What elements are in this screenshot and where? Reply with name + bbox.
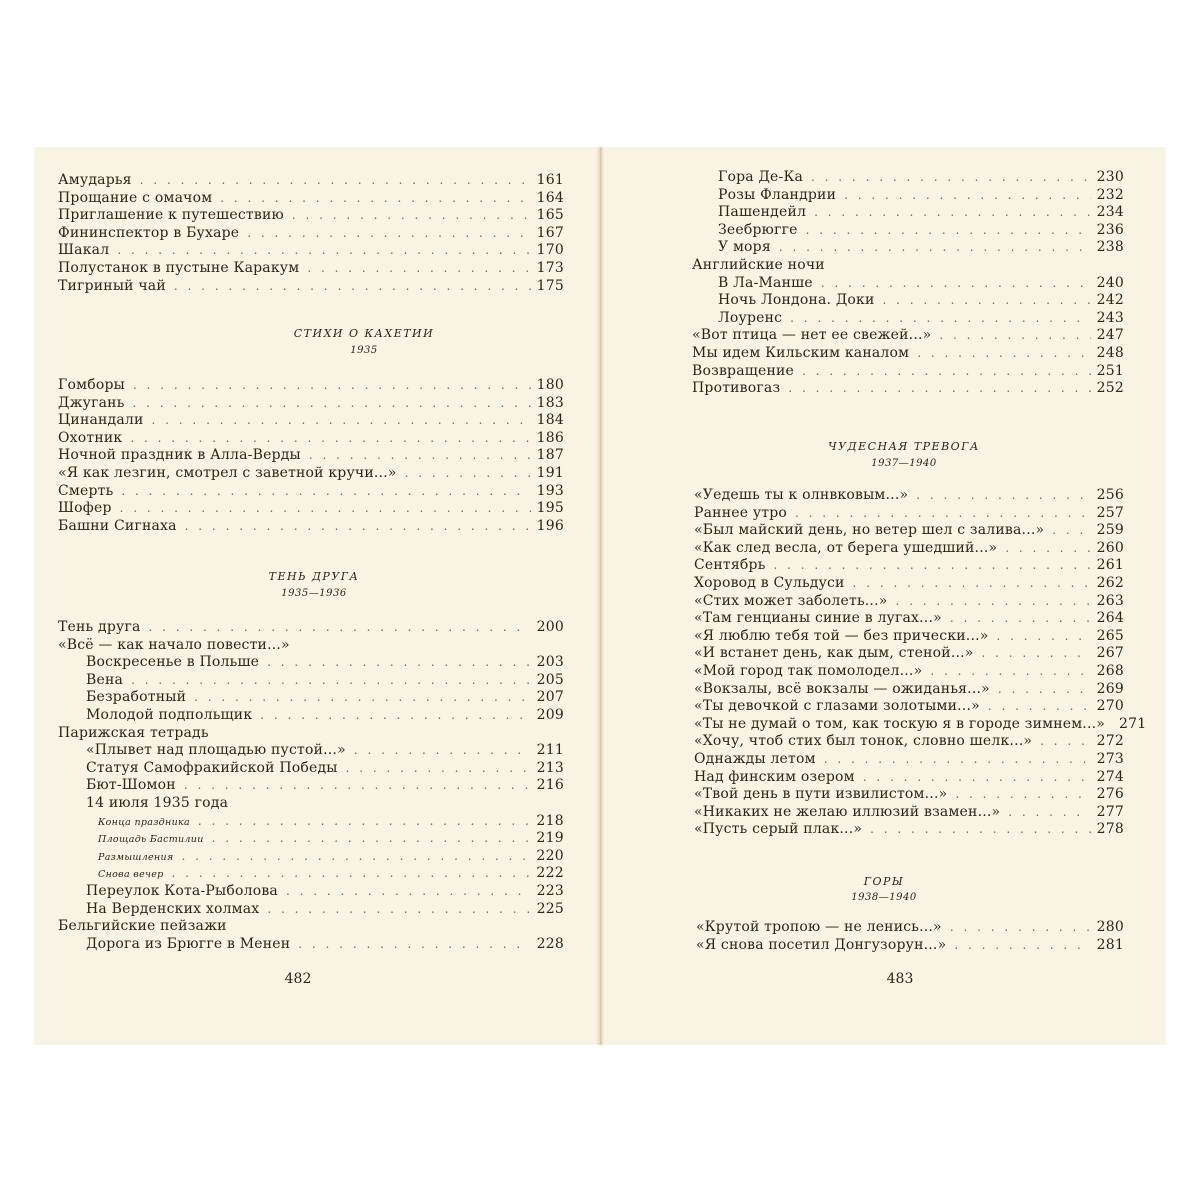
toc-entry-title: Цинандали [58,412,144,429]
toc-entry-title: Ночной праздник в Алла-Верды [58,447,301,464]
dot-leader [814,203,1091,221]
dot-leader [1040,732,1091,750]
toc-entry-title: Сентябрь [694,557,766,574]
toc-entry [692,256,1124,274]
dot-leader [916,486,1090,504]
dot-leader [917,344,1090,362]
dot-leader [821,274,1091,292]
toc-entry-title: Переулок Кота-Рыболова [86,883,278,899]
toc-entry [692,344,1124,362]
toc-entry [694,785,1124,803]
toc-entry-title: «Стих может заболеть...» [694,592,888,609]
toc-entry-page: 256 [1096,487,1124,503]
toc-entry-page: 274 [1096,768,1124,785]
toc-entry-page: 263 [1096,592,1124,609]
toc-entry-title: В Ла-Манше [718,274,813,291]
toc-entry [86,759,564,777]
toc-entry-title: Башни Сигнаха [58,517,177,534]
toc-entry-title: «Я люблю тебя той — без прически...» [694,627,989,644]
toc-entry-title: Над финским озером [694,768,855,785]
toc-entry-title: «Вот птица — нет ее свежей...» [692,327,932,344]
toc-entry [694,662,1124,680]
toc-entry-page: 216 [536,777,564,794]
toc-entry-title: Хоровод в Сульдуси [694,575,845,591]
toc-entry-page: 165 [536,207,564,224]
toc-entry-page: 273 [1096,751,1124,767]
toc-entry [58,394,564,412]
dot-leader [198,812,530,830]
dot-leader [779,238,1091,256]
dot-leader [853,574,1091,592]
toc-entry-title: Молодой подпольщик [86,707,253,723]
toc-entry [694,697,1124,715]
toc-entry [58,917,564,935]
toc-entry [694,592,1124,610]
toc-entry [694,644,1124,662]
toc-entry-title: Шофер [58,500,112,517]
toc-entry [58,636,564,654]
toc-entry-title: «Уедешь ты к олнвковым...» [694,487,909,503]
toc-entry-title: Гомборы [58,377,125,393]
toc-entry [694,486,1124,504]
right-page [604,147,1166,1045]
toc-entry [718,186,1124,204]
toc-entry-title: Бельгийские пейзажи [58,918,227,935]
toc-entry-page: 167 [536,224,564,241]
dot-leader [824,750,1091,768]
toc-entry-title: «Ты не думай о том, как тоскую я в городе зимнем...» [694,715,1106,732]
toc-entry [696,918,1124,936]
toc-entry-page: 170 [536,242,564,259]
toc-entry-title: Площадь Бастилии [98,834,204,846]
toc-entry [694,627,1124,645]
toc-entry-title: «Я как лезгин, смотрел с заветной кручи...» [58,465,397,481]
toc-entry [58,189,564,207]
toc-entry [58,517,564,535]
toc-entry-page: 257 [1096,504,1124,521]
toc-entry-page: 230 [1096,169,1124,185]
toc-entry-title: «Плывет над площадью пустой...» [86,742,346,759]
dot-leader [140,171,531,189]
toc-entry-page: 240 [1096,274,1124,291]
dot-leader [939,326,1090,344]
dot-leader [133,394,531,412]
dot-leader [149,618,531,636]
dot-leader [131,671,531,689]
toc-entry-page: 207 [536,689,564,706]
toc-entry-page: 278 [1096,821,1124,838]
toc-entry-title: У моря [718,239,771,256]
toc-entry-title: Пашендейл [718,204,807,221]
toc-entry-page: 264 [1096,610,1124,627]
toc-entry-title: Противогаз [692,380,781,397]
toc-entry-title: «Никаких не желаю иллюзий взамен...» [694,803,1001,820]
toc-entry-page: 205 [536,671,564,688]
dot-leader [298,935,530,953]
toc-entry-title: Дорога из Брюгге в Менен [86,935,291,952]
toc-entry-title: Безработный [86,689,187,706]
toc-entry-page: 232 [1096,186,1124,203]
toc-entry-page: 251 [1096,362,1124,379]
toc-entry [86,741,564,759]
dot-leader [152,411,531,429]
dot-leader [292,206,531,224]
section-years: 1935 [350,345,378,356]
toc-entry [694,504,1124,522]
toc-entry-title: Возвращение [692,362,794,379]
toc-entry-page: 219 [536,830,564,847]
toc-entry-title: Однажды летом [694,751,816,767]
toc-entry-page: 260 [1096,539,1124,556]
toc-entry-title: Розы Фландрии [718,186,837,203]
toc-entry [694,521,1124,539]
toc-entry [86,935,564,953]
section-title: ТЕНЬ ДРУГА [268,570,360,583]
toc-entry-title: На Верденских холмах [86,900,260,917]
dot-leader [1005,539,1090,557]
toc-entry-page: 180 [536,377,564,393]
toc-entry-page: 243 [1096,309,1124,326]
section-title: ЧУДЕСНАЯ ТРЕВОГА [828,440,980,453]
toc-entry-page: 213 [536,759,564,776]
toc-entry [58,376,564,394]
dot-leader [346,759,531,777]
toc-entry [694,732,1124,750]
toc-entry-page: 187 [536,447,564,464]
toc-entry [58,241,564,259]
toc-entry [692,379,1124,397]
toc-entry-title: «Твой день в пути извилистом...» [694,786,948,803]
dot-leader [121,482,530,500]
toc-entry-title: «Я снова посетил Донгузорун...» [696,936,947,953]
toc-entry-page: 234 [1096,204,1124,221]
dot-leader [1008,803,1090,821]
toc-entry-page: 186 [536,429,564,446]
toc-entry [718,238,1124,256]
toc-entry [98,847,564,865]
toc-entry [86,882,564,900]
dot-leader [802,362,1091,380]
toc-entry-title: «Был майский день, но ветер шел с залива...» [694,522,1045,539]
toc-entry-title: Охотник [58,429,123,446]
dot-leader [185,517,531,535]
toc-entry-page: 261 [1096,557,1124,574]
dot-leader [267,900,530,918]
toc-entry [86,653,564,671]
toc-entry-page: 265 [1096,627,1124,644]
dot-leader [194,688,531,706]
toc-entry-page: 218 [536,812,564,829]
toc-entry-title: Статуя Самофракийской Победы [86,759,338,776]
page-number: 483 [886,971,914,987]
dot-leader [120,499,531,517]
toc-entry-page: 193 [536,482,564,499]
toc-entry-page: 242 [1096,292,1124,309]
toc-entry [694,574,1124,592]
toc-entry [718,274,1124,292]
toc-entry-title: «Вокзалы, всё вокзалы — ожиданья...» [694,680,990,697]
toc-entry-title: «Всё — как начало повести...» [58,636,290,653]
toc-entry-page: 247 [1096,327,1124,344]
section-title: ГОРЫ [863,875,905,888]
toc-entry-title: 14 июля 1935 года [86,795,229,811]
toc-entry [86,688,564,706]
toc-entry-page: 209 [536,707,564,723]
dot-leader [870,820,1091,838]
dot-leader [184,776,531,794]
toc-entry-title: «И встанет день, как дым, стеной...» [694,645,974,662]
toc-entry [58,171,564,189]
toc-entry-page: 277 [1096,803,1124,820]
toc-entry-page: 236 [1096,221,1124,238]
dot-leader [863,768,1091,786]
toc-entry-page: 191 [536,465,564,481]
toc-entry-title: Прощание с омачом [58,189,213,206]
dot-leader [309,446,531,464]
toc-entry-page: 200 [536,619,564,635]
toc-entry [58,224,564,242]
dot-leader [117,241,530,259]
dot-leader [182,847,531,865]
section-years: 1937—1940 [871,458,937,469]
dot-leader [997,627,1091,645]
dot-leader [955,785,1090,803]
dot-leader [988,697,1091,715]
toc-entry-page: 281 [1096,936,1124,953]
toc-entry-title: Полустанок в пустыне Каракум [58,260,300,276]
toc-entry-title: Парижская тетрадь [58,724,209,741]
toc-entry [58,411,564,429]
toc-entry [98,812,564,830]
dot-leader [950,609,1091,627]
toc-entry [58,464,564,482]
toc-entry-page: 223 [536,883,564,899]
toc-entry [86,706,564,724]
toc-entry-page: 183 [536,394,564,411]
toc-entry-page: 222 [536,865,564,882]
dot-leader [806,221,1091,239]
toc-entry [58,724,564,742]
toc-entry [86,671,564,689]
section-title: СТИХИ О КАХЕТИИ [293,327,435,340]
dot-leader [844,186,1091,204]
toc-entry-page: 238 [1096,239,1124,256]
toc-entry-title: Лоуренс [718,309,783,326]
dot-leader [788,379,1090,397]
toc-entry-page: 267 [1096,645,1124,662]
dot-leader [405,464,531,482]
toc-entry-page: 196 [536,517,564,534]
toc-entry [694,556,1124,574]
toc-entry [98,829,564,847]
toc-entry-title: «Ты девочкой с глазами золотыми...» [694,698,980,715]
toc-entry [694,768,1124,786]
dot-leader [954,936,1090,954]
toc-entry-title: Раннее утро [694,504,788,521]
toc-entry-title: Английские ночи [692,257,825,273]
toc-entry-title: Воскресенье в Польше [86,654,260,671]
toc-entry-page: 195 [536,500,564,517]
toc-entry [86,794,564,812]
left-page [34,147,600,1045]
toc-entry-page: 164 [536,189,564,206]
toc-entry [694,539,1124,557]
section-years: 1938—1940 [851,892,917,903]
dot-leader [220,189,530,207]
dot-leader [130,429,530,447]
toc-entry-title: «Пусть серый плак...» [694,821,863,838]
toc-entry-title: «Как след весла, от берега ушедший...» [694,539,998,556]
toc-entry-title: Фининспектор в Бухаре [58,224,240,241]
toc-entry [718,291,1124,309]
toc-entry-title: «Там генцианы синие в лугах...» [694,610,942,627]
toc-entry [58,446,564,464]
toc-entry [86,900,564,918]
dot-leader [267,653,531,671]
dot-leader [133,376,531,394]
toc-entry [718,221,1124,239]
dot-leader [247,224,530,242]
toc-entry-page: 271 [1119,715,1147,732]
dot-leader [260,706,530,724]
toc-entry-title: Размышления [98,851,174,863]
dot-leader [795,504,1091,522]
dot-leader [354,741,531,759]
toc-entry [58,429,564,447]
dot-leader [930,662,1090,680]
dot-leader [811,168,1091,186]
toc-entry-title: «Хочу, чтоб стих был тонок, словно шелк...» [694,733,1033,750]
toc-entry-title: Приглашение к путешествию [58,207,284,224]
toc-entry [58,482,564,500]
toc-entry-title: Снова вечер [98,869,164,881]
dot-leader [950,918,1091,936]
toc-entry [58,499,564,517]
toc-entry-title: Гора Де-Ка [718,169,804,185]
toc-entry-title: Зеебрюгге [718,221,798,238]
toc-entry-title: Смерть [58,482,114,499]
toc-entry [58,277,564,295]
dot-leader [895,592,1090,610]
toc-entry-page: 228 [536,935,564,952]
toc-entry [694,750,1124,768]
toc-entry [58,206,564,224]
toc-entry-title: Шакал [58,242,110,259]
toc-entry-page: 252 [1096,380,1124,397]
toc-entry-page: 161 [536,172,564,188]
toc-entry-title: Амударья [58,172,132,188]
page-number: 482 [284,971,312,987]
toc-entry [692,362,1124,380]
toc-entry-page: 203 [536,654,564,671]
dot-leader [307,259,530,277]
toc-entry [694,715,1147,733]
book-spread [34,147,1166,1045]
toc-entry [694,803,1124,821]
toc-entry-page: 269 [1096,680,1124,697]
toc-entry-title: Бют-Шомон [86,777,176,794]
toc-entry [692,326,1124,344]
toc-entry-page: 280 [1096,919,1124,935]
toc-entry [694,680,1124,698]
toc-entry [58,259,564,277]
toc-entry-title: «Мой город так помолодел...» [694,663,923,679]
toc-entry-page: 248 [1096,345,1124,361]
toc-entry [694,609,1124,627]
toc-entry-page: 184 [536,412,564,429]
dot-leader [774,556,1091,574]
dot-leader [790,309,1091,327]
dot-leader [174,277,531,295]
toc-entry-page: 272 [1096,733,1124,750]
section-years: 1935—1936 [281,588,347,599]
dot-leader [1052,521,1090,539]
dot-leader [982,644,1091,662]
toc-entry [718,203,1124,221]
toc-entry-title: Вена [86,671,124,688]
toc-entry-page: 225 [536,900,564,917]
toc-entry-title: Мы идем Кильским каналом [692,345,910,361]
toc-entry [718,309,1124,327]
dot-leader [172,864,531,882]
toc-entry-title: Ночь Лондона. Доки [718,292,875,309]
dot-leader [212,829,531,847]
toc-entry [718,168,1124,186]
dot-leader [883,291,1091,309]
toc-entry-page: 211 [536,742,564,759]
toc-entry [98,864,564,882]
toc-entry-page: 270 [1096,698,1124,715]
toc-entry-title: «Крутой тропою — не ленись...» [696,919,942,935]
toc-entry-title: Тень друга [58,619,141,635]
toc-entry-title: Тигриный чай [58,277,166,294]
toc-entry-page: 220 [536,847,564,864]
toc-entry [86,776,564,794]
toc-entry-page: 262 [1096,575,1124,591]
toc-entry-page: 259 [1096,522,1124,539]
toc-entry-page: 173 [536,260,564,276]
toc-entry-page: 268 [1096,663,1124,679]
toc-entry [58,618,564,636]
dot-leader [998,680,1091,698]
toc-entry-page: 175 [536,277,564,294]
dot-leader [286,882,531,900]
toc-entry [694,820,1124,838]
toc-entry [696,936,1124,954]
toc-entry-title: Конца праздника [98,816,190,828]
toc-entry-page: 276 [1096,786,1124,803]
toc-entry-title: Джугань [58,394,125,411]
